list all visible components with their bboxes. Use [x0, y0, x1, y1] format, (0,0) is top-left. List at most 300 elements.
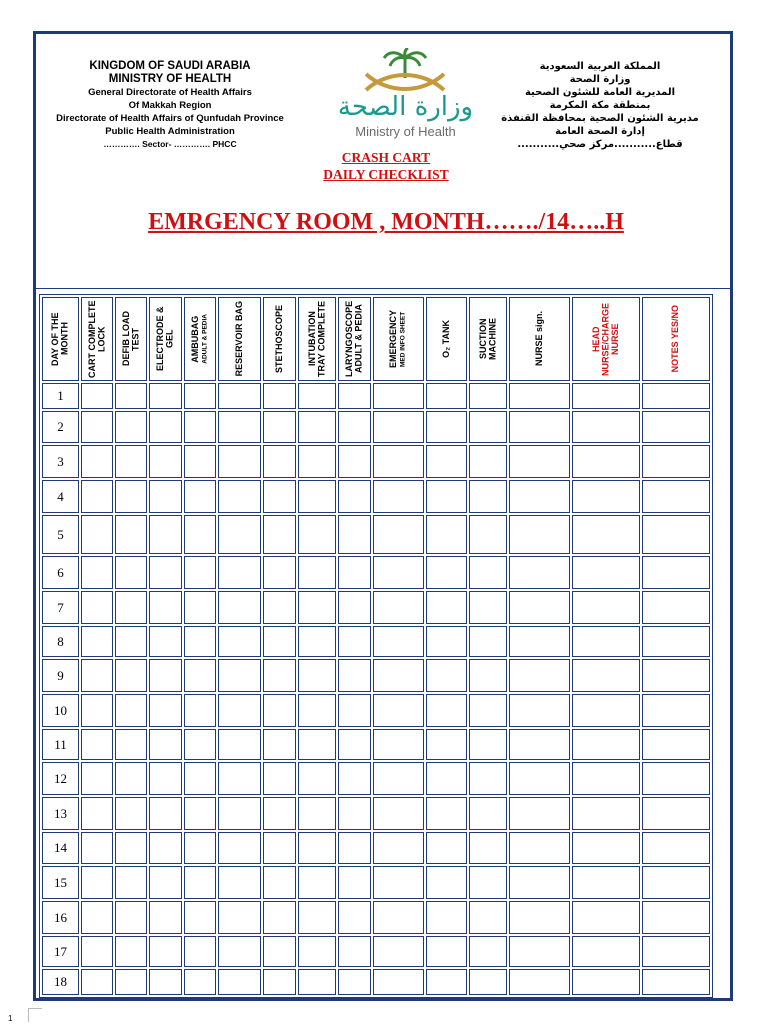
logo-arabic-name: وزارة الصحة: [337, 92, 474, 122]
check-cell[interactable]: [81, 901, 113, 934]
check-cell[interactable]: [184, 866, 216, 899]
check-cell[interactable]: [642, 445, 710, 478]
check-cell[interactable]: [642, 659, 710, 692]
check-cell[interactable]: [509, 832, 570, 864]
check-cell[interactable]: [115, 383, 147, 409]
check-cell[interactable]: [81, 411, 113, 443]
check-cell[interactable]: [218, 626, 261, 657]
check-cell[interactable]: [338, 445, 371, 478]
check-cell[interactable]: [115, 969, 147, 995]
check-cell[interactable]: [184, 694, 216, 727]
check-cell[interactable]: [509, 797, 570, 830]
check-cell[interactable]: [115, 445, 147, 478]
check-cell[interactable]: [149, 515, 182, 554]
check-cell[interactable]: [115, 556, 147, 589]
check-cell[interactable]: [642, 556, 710, 589]
check-cell[interactable]: [509, 591, 570, 624]
check-cell[interactable]: [81, 797, 113, 830]
check-cell[interactable]: [469, 515, 507, 554]
check-cell[interactable]: [149, 866, 182, 899]
check-cell[interactable]: [642, 591, 710, 624]
column-header: [426, 297, 467, 381]
check-cell[interactable]: [469, 626, 507, 657]
check-cell[interactable]: [642, 694, 710, 727]
check-cell[interactable]: [115, 832, 147, 864]
check-cell[interactable]: [426, 969, 467, 995]
check-cell[interactable]: [263, 659, 296, 692]
check-cell[interactable]: [298, 832, 336, 864]
check-cell[interactable]: [572, 729, 640, 760]
column-header: [469, 297, 507, 381]
check-cell[interactable]: [184, 515, 216, 554]
check-cell[interactable]: [642, 797, 710, 830]
column-header-label: [535, 311, 545, 366]
check-cell[interactable]: [81, 729, 113, 760]
check-cell[interactable]: [184, 591, 216, 624]
check-cell[interactable]: [469, 832, 507, 864]
check-cell[interactable]: [642, 866, 710, 899]
check-cell[interactable]: [218, 556, 261, 589]
check-cell[interactable]: [184, 832, 216, 864]
check-cell[interactable]: [642, 936, 710, 967]
check-cell[interactable]: [426, 411, 467, 443]
check-cell[interactable]: [469, 694, 507, 727]
check-cell[interactable]: [338, 515, 371, 554]
check-cell[interactable]: [373, 936, 424, 967]
palm-swords-icon: [318, 48, 493, 98]
check-cell[interactable]: [81, 591, 113, 624]
check-cell[interactable]: [263, 591, 296, 624]
check-cell[interactable]: [263, 729, 296, 760]
check-cell[interactable]: [115, 936, 147, 967]
check-cell[interactable]: [373, 659, 424, 692]
check-cell[interactable]: [338, 694, 371, 727]
table-row: [42, 694, 710, 727]
check-cell[interactable]: [298, 969, 336, 995]
check-cell[interactable]: [642, 762, 710, 795]
check-cell[interactable]: [572, 969, 640, 995]
check-cell[interactable]: [469, 729, 507, 760]
check-cell[interactable]: [426, 762, 467, 795]
check-cell[interactable]: [81, 515, 113, 554]
check-cell[interactable]: [298, 936, 336, 967]
check-cell[interactable]: [263, 901, 296, 934]
check-cell[interactable]: [642, 411, 710, 443]
check-cell[interactable]: [572, 445, 640, 478]
check-cell[interactable]: [373, 832, 424, 864]
check-cell[interactable]: [642, 515, 710, 554]
check-cell[interactable]: [469, 591, 507, 624]
check-cell[interactable]: [572, 659, 640, 692]
check-cell[interactable]: [263, 969, 296, 995]
check-cell[interactable]: [509, 383, 570, 409]
check-cell[interactable]: [572, 901, 640, 934]
check-cell[interactable]: [149, 383, 182, 409]
check-cell[interactable]: [469, 969, 507, 995]
column-label: CART COMPLETE LOCK: [86, 300, 106, 378]
check-cell[interactable]: [469, 936, 507, 967]
check-cell[interactable]: [642, 901, 710, 934]
check-cell[interactable]: [469, 556, 507, 589]
check-cell[interactable]: [509, 762, 570, 795]
check-cell[interactable]: [298, 480, 336, 513]
check-cell[interactable]: [338, 591, 371, 624]
check-cell[interactable]: [149, 832, 182, 864]
header-en-line3: General Directorate of Health Affairs: [88, 87, 252, 98]
check-cell[interactable]: [426, 445, 467, 478]
check-cell[interactable]: [509, 515, 570, 554]
check-cell[interactable]: [263, 515, 296, 554]
check-cell[interactable]: [572, 626, 640, 657]
check-cell[interactable]: [115, 515, 147, 554]
check-cell[interactable]: [149, 556, 182, 589]
check-cell[interactable]: [338, 626, 371, 657]
check-cell[interactable]: [263, 626, 296, 657]
table-row: [42, 411, 710, 443]
header-en-line6: Public Health Administration: [105, 126, 235, 137]
check-cell[interactable]: [509, 445, 570, 478]
check-cell[interactable]: [373, 866, 424, 899]
column-header-label: [308, 299, 327, 379]
check-cell[interactable]: [373, 515, 424, 554]
check-cell[interactable]: [373, 480, 424, 513]
column-header: [642, 297, 710, 381]
day-cell: 14: [42, 832, 79, 864]
check-cell[interactable]: [149, 694, 182, 727]
check-cell[interactable]: [81, 832, 113, 864]
check-cell[interactable]: [373, 556, 424, 589]
check-cell[interactable]: [338, 411, 371, 443]
day-cell: 13: [42, 797, 79, 830]
check-cell[interactable]: [298, 762, 336, 795]
check-cell[interactable]: [373, 694, 424, 727]
check-cell[interactable]: [469, 659, 507, 692]
check-cell[interactable]: [81, 694, 113, 727]
check-cell[interactable]: [115, 591, 147, 624]
day-cell: 1: [42, 383, 79, 409]
form-frame: [33, 31, 733, 1001]
check-cell[interactable]: [149, 936, 182, 967]
check-cell[interactable]: [373, 762, 424, 795]
check-cell[interactable]: [298, 797, 336, 830]
check-cell[interactable]: [509, 866, 570, 899]
check-cell[interactable]: [184, 797, 216, 830]
check-cell[interactable]: [263, 797, 296, 830]
check-cell[interactable]: [373, 626, 424, 657]
check-cell[interactable]: [184, 480, 216, 513]
check-cell[interactable]: [426, 729, 467, 760]
check-cell[interactable]: [426, 591, 467, 624]
check-cell[interactable]: [338, 901, 371, 934]
check-cell[interactable]: [81, 969, 113, 995]
check-cell[interactable]: [373, 411, 424, 443]
table-row: [42, 515, 710, 554]
check-cell[interactable]: [469, 383, 507, 409]
column-header: [42, 297, 79, 381]
check-cell[interactable]: [298, 626, 336, 657]
check-cell[interactable]: [469, 797, 507, 830]
check-cell[interactable]: [572, 591, 640, 624]
check-cell[interactable]: [218, 480, 261, 513]
check-cell[interactable]: [469, 480, 507, 513]
check-cell[interactable]: [263, 832, 296, 864]
check-cell[interactable]: [149, 591, 182, 624]
check-cell[interactable]: [642, 969, 710, 995]
day-cell: 10: [42, 694, 79, 727]
check-cell[interactable]: [218, 445, 261, 478]
check-cell[interactable]: [218, 969, 261, 995]
column-label: NURSE sign.: [533, 311, 544, 367]
check-cell[interactable]: [469, 762, 507, 795]
check-cell[interactable]: [218, 515, 261, 554]
check-cell[interactable]: [509, 936, 570, 967]
check-cell[interactable]: [642, 832, 710, 864]
check-cell[interactable]: [184, 626, 216, 657]
check-cell[interactable]: [149, 729, 182, 760]
check-cell[interactable]: [115, 480, 147, 513]
check-cell[interactable]: [81, 762, 113, 795]
check-cell[interactable]: [298, 515, 336, 554]
check-cell[interactable]: [298, 591, 336, 624]
check-cell[interactable]: [184, 969, 216, 995]
column-header-label: [389, 310, 408, 368]
check-cell[interactable]: [373, 591, 424, 624]
check-cell[interactable]: [373, 383, 424, 409]
column-header-label: [592, 299, 621, 379]
check-cell[interactable]: [218, 866, 261, 899]
check-cell[interactable]: [426, 832, 467, 864]
check-cell[interactable]: [184, 383, 216, 409]
check-cell[interactable]: [509, 901, 570, 934]
column-label: SUCTION MACHINE: [477, 318, 497, 360]
check-cell[interactable]: [115, 729, 147, 760]
check-cell[interactable]: [115, 694, 147, 727]
page-corner-mark: [28, 1008, 42, 1022]
check-cell[interactable]: [572, 797, 640, 830]
check-cell[interactable]: [298, 866, 336, 899]
check-cell[interactable]: [149, 797, 182, 830]
check-cell[interactable]: [81, 480, 113, 513]
check-cell[interactable]: [373, 445, 424, 478]
day-cell: 4: [42, 480, 79, 513]
column-label: O₂ TANK: [440, 320, 451, 358]
check-cell[interactable]: [426, 936, 467, 967]
check-cell[interactable]: [373, 969, 424, 995]
check-cell[interactable]: [81, 626, 113, 657]
check-cell[interactable]: [572, 762, 640, 795]
check-cell[interactable]: [184, 445, 216, 478]
column-header: [373, 297, 424, 381]
check-cell[interactable]: [184, 729, 216, 760]
check-cell[interactable]: [509, 969, 570, 995]
table-row: [42, 832, 710, 864]
check-cell[interactable]: [426, 515, 467, 554]
check-cell[interactable]: [184, 901, 216, 934]
check-cell[interactable]: [509, 729, 570, 760]
check-cell[interactable]: [469, 445, 507, 478]
check-cell[interactable]: [81, 866, 113, 899]
check-cell[interactable]: [338, 659, 371, 692]
check-cell[interactable]: [149, 480, 182, 513]
check-cell[interactable]: [298, 694, 336, 727]
check-cell[interactable]: [263, 445, 296, 478]
check-cell[interactable]: [263, 556, 296, 589]
check-cell[interactable]: [426, 866, 467, 899]
table-row: [42, 626, 710, 657]
check-cell[interactable]: [298, 556, 336, 589]
check-cell[interactable]: [263, 694, 296, 727]
header-en-line4: Of Makkah Region: [128, 100, 212, 111]
check-cell[interactable]: [373, 797, 424, 830]
check-cell[interactable]: [572, 383, 640, 409]
check-cell[interactable]: [426, 901, 467, 934]
check-cell[interactable]: [263, 762, 296, 795]
check-cell[interactable]: [115, 411, 147, 443]
check-cell[interactable]: [426, 480, 467, 513]
check-cell[interactable]: [469, 866, 507, 899]
check-cell[interactable]: [115, 866, 147, 899]
check-cell[interactable]: [572, 515, 640, 554]
check-cell[interactable]: [509, 694, 570, 727]
check-cell[interactable]: [373, 901, 424, 934]
check-cell[interactable]: [115, 659, 147, 692]
column-header-label: [88, 299, 107, 379]
column-header: [263, 297, 296, 381]
check-cell[interactable]: [426, 556, 467, 589]
check-cell[interactable]: [509, 411, 570, 443]
check-cell[interactable]: [338, 969, 371, 995]
check-cell[interactable]: [426, 797, 467, 830]
check-cell[interactable]: [298, 445, 336, 478]
check-cell[interactable]: [218, 832, 261, 864]
check-cell[interactable]: [469, 411, 507, 443]
check-cell[interactable]: [642, 626, 710, 657]
check-cell[interactable]: [509, 480, 570, 513]
check-cell[interactable]: [184, 556, 216, 589]
column-header-label: [671, 305, 681, 372]
check-cell[interactable]: [218, 901, 261, 934]
check-cell[interactable]: [149, 626, 182, 657]
column-header: [81, 297, 113, 381]
column-label: NOTES YES/NO: [670, 305, 681, 373]
check-cell[interactable]: [81, 383, 113, 409]
column-header: [184, 297, 216, 381]
check-cell[interactable]: [572, 832, 640, 864]
check-cell[interactable]: [642, 729, 710, 760]
header-en-line1: KINGDOM OF SAUDI ARABIA: [89, 60, 251, 72]
check-cell[interactable]: [338, 556, 371, 589]
check-cell[interactable]: [184, 762, 216, 795]
check-cell[interactable]: [184, 411, 216, 443]
check-cell[interactable]: [426, 694, 467, 727]
check-cell[interactable]: [115, 626, 147, 657]
check-cell[interactable]: [572, 866, 640, 899]
check-cell[interactable]: [298, 659, 336, 692]
check-cell[interactable]: [184, 659, 216, 692]
check-cell[interactable]: [218, 694, 261, 727]
check-cell[interactable]: [218, 797, 261, 830]
check-cell[interactable]: [218, 591, 261, 624]
check-cell[interactable]: [338, 729, 371, 760]
check-cell[interactable]: [184, 936, 216, 967]
check-cell[interactable]: [469, 901, 507, 934]
check-cell[interactable]: [572, 694, 640, 727]
check-cell[interactable]: [572, 556, 640, 589]
table-row: [42, 556, 710, 589]
check-cell[interactable]: [509, 626, 570, 657]
header-ar-line4: بمنطقة مكة المكرمة: [549, 100, 651, 111]
check-cell[interactable]: [338, 832, 371, 864]
check-cell[interactable]: [218, 383, 261, 409]
check-cell[interactable]: [298, 901, 336, 934]
header-ar-line6: إدارة الصحة العامة: [555, 126, 645, 137]
check-cell[interactable]: [338, 797, 371, 830]
check-cell[interactable]: [81, 936, 113, 967]
check-cell[interactable]: [509, 659, 570, 692]
check-cell[interactable]: [149, 969, 182, 995]
check-cell[interactable]: [642, 383, 710, 409]
check-cell[interactable]: [338, 383, 371, 409]
check-cell[interactable]: [572, 480, 640, 513]
table-body: [42, 383, 710, 995]
check-cell[interactable]: [115, 901, 147, 934]
check-cell[interactable]: [149, 762, 182, 795]
table-row: [42, 445, 710, 478]
check-cell[interactable]: [218, 659, 261, 692]
column-header-label: [156, 299, 175, 379]
check-cell[interactable]: [263, 480, 296, 513]
check-cell[interactable]: [263, 866, 296, 899]
check-cell[interactable]: [572, 411, 640, 443]
check-cell[interactable]: [149, 411, 182, 443]
check-cell[interactable]: [218, 729, 261, 760]
day-cell: 15: [42, 866, 79, 899]
check-cell[interactable]: [338, 936, 371, 967]
column-label: LARYNGOSCOPE ADULT & PEDIA: [344, 300, 364, 378]
check-cell[interactable]: [263, 936, 296, 967]
check-cell[interactable]: [81, 556, 113, 589]
day-cell: 12: [42, 762, 79, 795]
check-cell[interactable]: [149, 445, 182, 478]
check-cell[interactable]: [218, 936, 261, 967]
check-cell[interactable]: [81, 659, 113, 692]
subtitle-line2: DAILY CHECKLIST: [323, 167, 449, 182]
check-cell[interactable]: [338, 480, 371, 513]
check-cell[interactable]: [642, 480, 710, 513]
check-cell[interactable]: [115, 797, 147, 830]
check-cell[interactable]: [509, 556, 570, 589]
check-cell[interactable]: [373, 729, 424, 760]
check-cell[interactable]: [572, 936, 640, 967]
check-cell[interactable]: [218, 411, 261, 443]
check-cell[interactable]: [338, 866, 371, 899]
check-cell[interactable]: [115, 762, 147, 795]
check-cell[interactable]: [298, 383, 336, 409]
check-cell[interactable]: [263, 411, 296, 443]
table-row: [42, 480, 710, 513]
check-cell[interactable]: [426, 383, 467, 409]
check-cell[interactable]: [298, 729, 336, 760]
check-cell[interactable]: [338, 762, 371, 795]
check-cell[interactable]: [81, 445, 113, 478]
check-cell[interactable]: [298, 411, 336, 443]
check-cell[interactable]: [218, 762, 261, 795]
check-cell[interactable]: [263, 383, 296, 409]
check-cell[interactable]: [149, 901, 182, 934]
check-cell[interactable]: [149, 659, 182, 692]
check-cell[interactable]: [426, 626, 467, 657]
check-cell[interactable]: [426, 659, 467, 692]
